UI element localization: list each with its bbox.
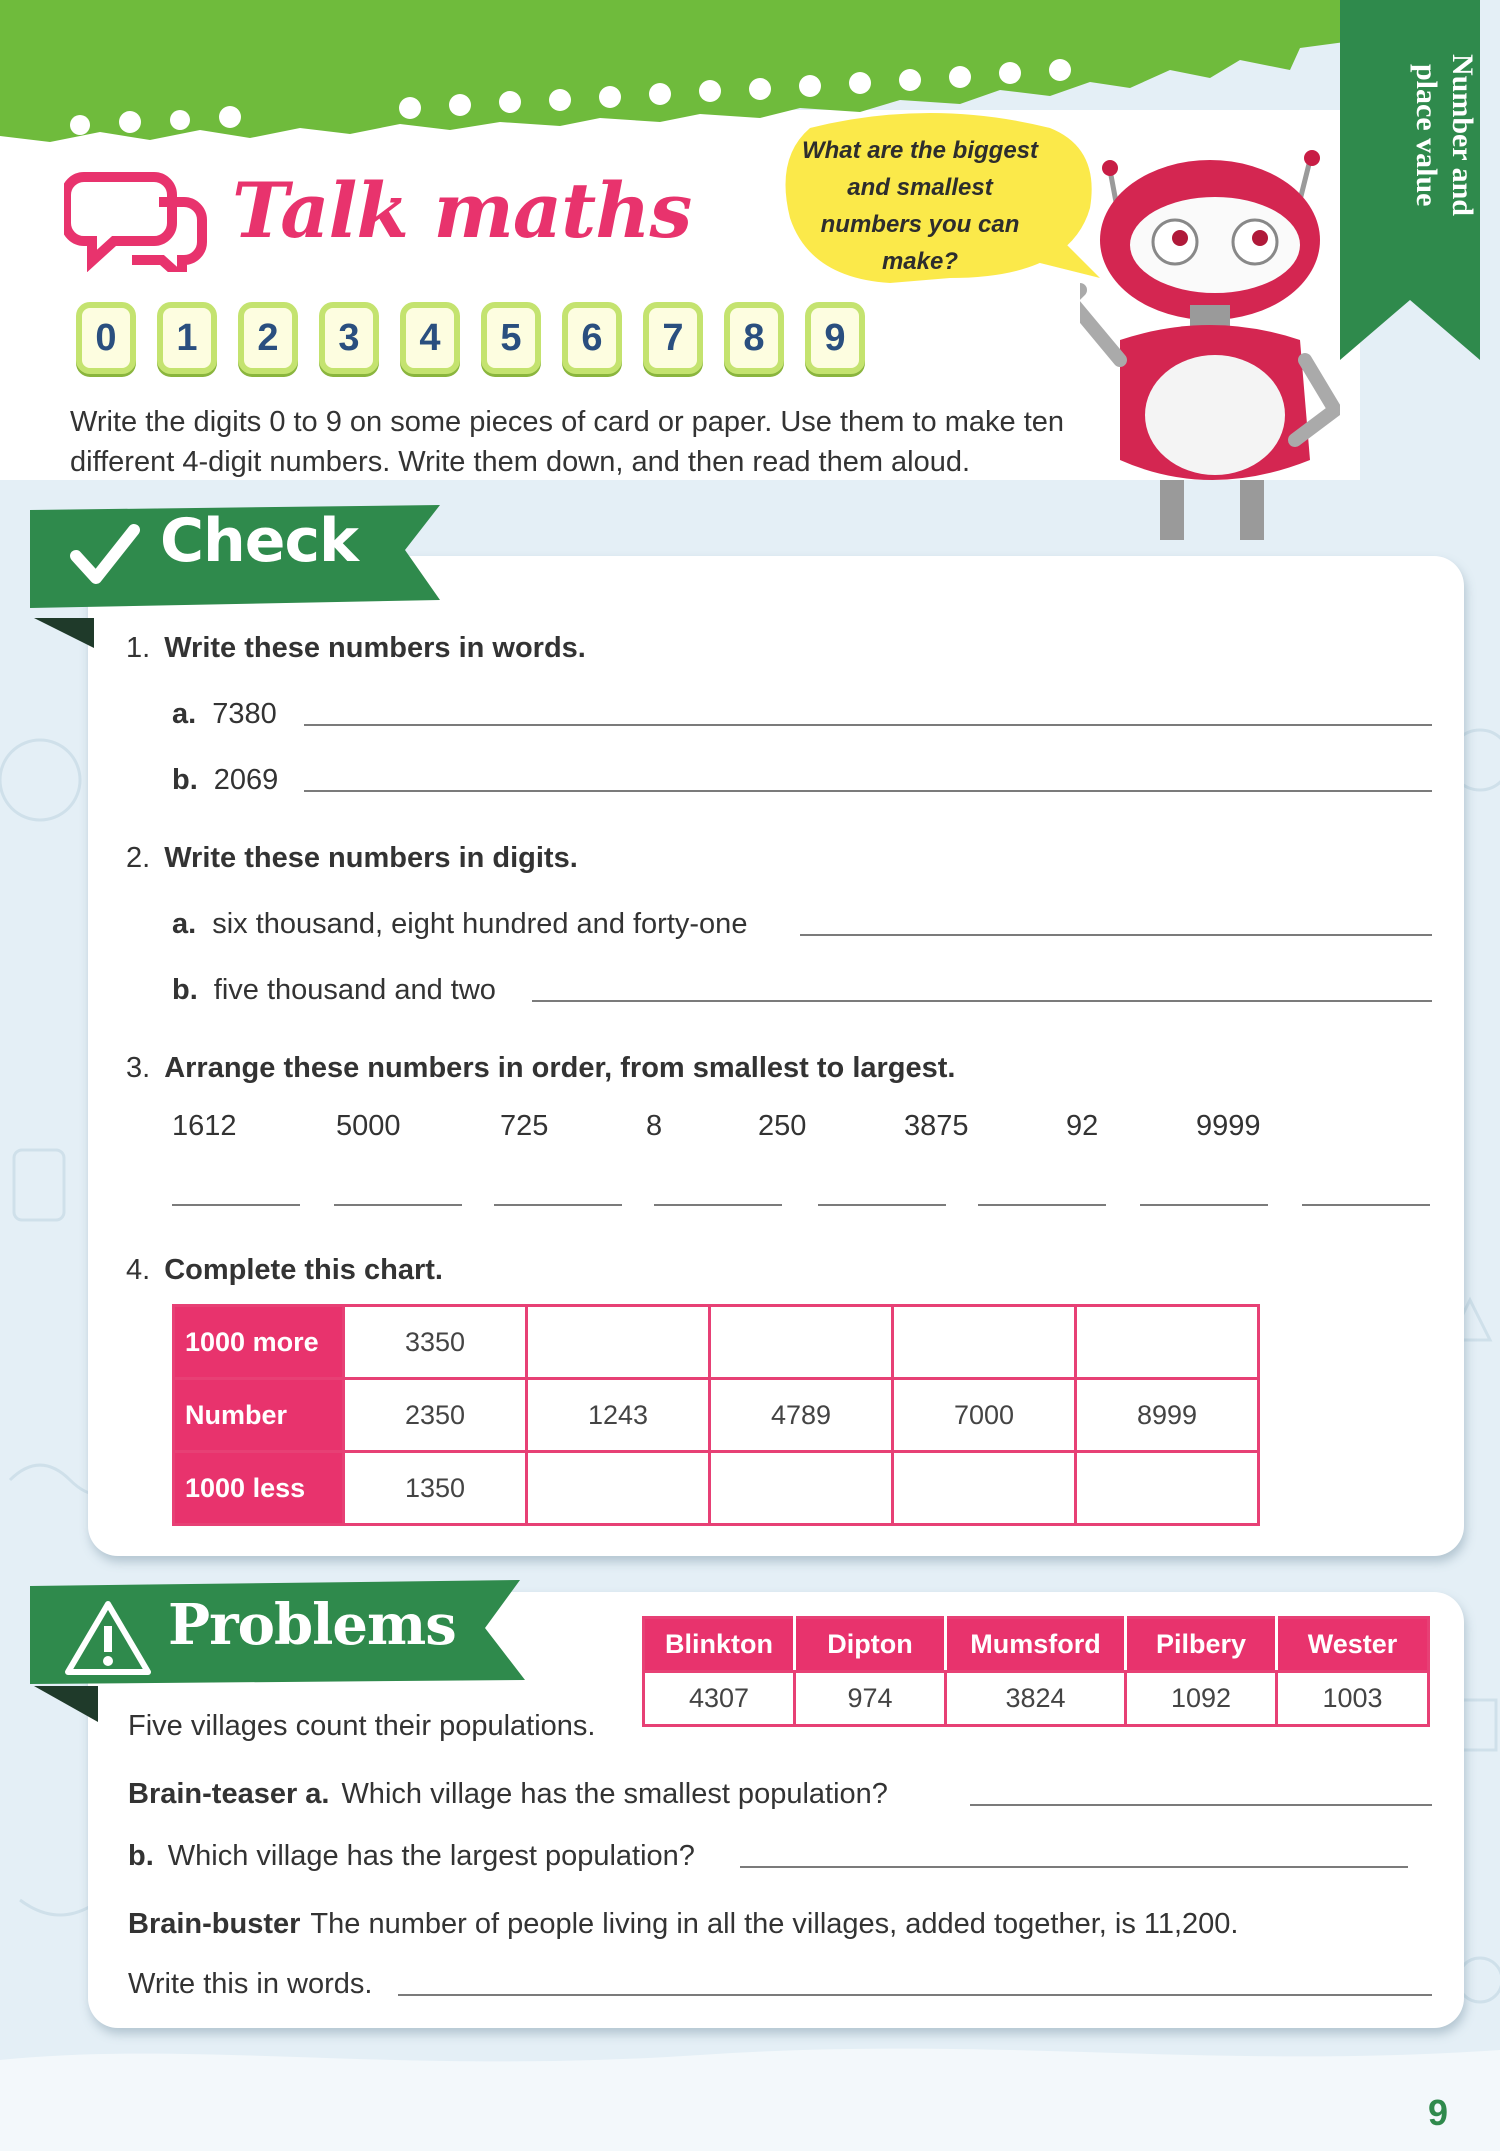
question-number: 3. bbox=[126, 1052, 151, 1084]
table-cell: 7000 bbox=[893, 1379, 1076, 1452]
problems-corner bbox=[34, 1686, 98, 1722]
place-value-chart bbox=[172, 1304, 1260, 1526]
answer-line[interactable] bbox=[970, 1804, 1432, 1806]
table-cell: 974 bbox=[795, 1672, 946, 1726]
brain-buster-label: Brain-buster bbox=[128, 1908, 301, 1940]
table-cell: 1350 bbox=[344, 1452, 527, 1525]
question-text: Write these numbers in digits. bbox=[164, 842, 578, 874]
table-row bbox=[644, 1672, 1429, 1726]
table-cell-blank[interactable] bbox=[527, 1306, 710, 1379]
question-number: 4. bbox=[126, 1254, 151, 1286]
talk-maths-instruction: Write the digits 0 to 9 on some pieces of card or paper. Use them to make ten different 4-digit numbers. Write them down, and then read them aloud. bbox=[70, 406, 1065, 478]
top-green-band bbox=[0, 0, 1360, 150]
column-header: Wester bbox=[1277, 1618, 1429, 1672]
number-item: 1612 bbox=[172, 1110, 237, 1142]
question-text: Arrange these numbers in order, from smallest to largest. bbox=[164, 1052, 956, 1084]
order-answer-line[interactable] bbox=[1302, 1204, 1430, 1206]
answer-line[interactable] bbox=[398, 1994, 1432, 1996]
number-item: 9999 bbox=[1196, 1110, 1261, 1142]
table-cell: 8999 bbox=[1076, 1379, 1259, 1452]
column-header: Pilbery bbox=[1126, 1618, 1277, 1672]
answer-line[interactable] bbox=[304, 790, 1432, 792]
table-cell: 4789 bbox=[710, 1379, 893, 1452]
question-number: 1. bbox=[126, 632, 151, 664]
brain-buster: Brain-buster The number of people living in all the villages, added together, is 11,200. bbox=[128, 1908, 1239, 1940]
row-header: 1000 less bbox=[174, 1452, 344, 1525]
question-number: 2. bbox=[126, 842, 151, 874]
digit-tile: 0 bbox=[76, 302, 136, 374]
table-cell: 2350 bbox=[344, 1379, 527, 1452]
answer-line[interactable] bbox=[532, 1000, 1432, 1002]
table-cell: 3824 bbox=[946, 1672, 1126, 1726]
question-2a: a. six thousand, eight hundred and forty-one bbox=[172, 908, 748, 940]
talk-maths-title: Talk maths bbox=[232, 166, 692, 255]
speech-bubble-text: What are the biggest and smallest numbers you can make? bbox=[801, 137, 1039, 275]
brain-buster-prompt: Write this in words. bbox=[128, 1968, 373, 2000]
number-item: 725 bbox=[500, 1110, 549, 1142]
question-text: Complete this chart. bbox=[164, 1254, 443, 1286]
problems-intro: Five villages count their populations. bbox=[128, 1710, 596, 1742]
question-1a: a. 7380 bbox=[172, 698, 277, 730]
order-answer-line[interactable] bbox=[172, 1204, 300, 1206]
digit-tile: 9 bbox=[805, 302, 865, 374]
question-4 bbox=[126, 1254, 443, 1287]
table-cell-blank[interactable] bbox=[893, 1452, 1076, 1525]
order-answer-line[interactable] bbox=[334, 1204, 462, 1206]
table-cell-blank[interactable] bbox=[1076, 1452, 1259, 1525]
digit-tile: 8 bbox=[724, 302, 784, 374]
order-answer-line[interactable] bbox=[818, 1204, 946, 1206]
number-item: 250 bbox=[758, 1110, 807, 1142]
row-header: 1000 more bbox=[174, 1306, 344, 1379]
robot-mascot bbox=[1080, 140, 1340, 560]
digit-tile: 6 bbox=[562, 302, 622, 374]
question-3 bbox=[126, 1052, 955, 1085]
order-answer-line[interactable] bbox=[654, 1204, 782, 1206]
digit-tile: 1 bbox=[157, 302, 217, 374]
table-cell-blank[interactable] bbox=[527, 1452, 710, 1525]
answer-line[interactable] bbox=[800, 934, 1432, 936]
check-title: Check bbox=[160, 506, 358, 576]
answer-line[interactable] bbox=[740, 1866, 1408, 1868]
number-item: 3875 bbox=[904, 1110, 969, 1142]
table-row bbox=[174, 1379, 1259, 1452]
brain-teaser-a: Brain-teaser a. Which village has the smallest population? bbox=[128, 1778, 888, 1810]
table-cell: 3350 bbox=[344, 1306, 527, 1379]
number-item: 8 bbox=[646, 1110, 663, 1142]
number-item: 92 bbox=[1066, 1110, 1099, 1142]
column-header: Dipton bbox=[795, 1618, 946, 1672]
problems-title: Problems bbox=[168, 1592, 456, 1658]
answer-line[interactable] bbox=[304, 724, 1432, 726]
table-cell: 1243 bbox=[527, 1379, 710, 1452]
number-item: 5000 bbox=[336, 1110, 401, 1142]
question-2 bbox=[126, 842, 578, 875]
table-header-row bbox=[644, 1618, 1429, 1672]
page-number: 9 bbox=[1428, 2092, 1449, 2133]
question-1 bbox=[126, 632, 586, 665]
digit-tile: 7 bbox=[643, 302, 703, 374]
brain-teaser-b: b. Which village has the largest population? bbox=[128, 1840, 695, 1872]
order-answer-line[interactable] bbox=[1140, 1204, 1268, 1206]
digit-tile: 5 bbox=[481, 302, 541, 374]
numbers-to-order bbox=[172, 1110, 1272, 1150]
table-cell-blank[interactable] bbox=[710, 1306, 893, 1379]
table-cell: 1003 bbox=[1277, 1672, 1429, 1726]
digit-tile: 3 bbox=[319, 302, 379, 374]
village-population-table bbox=[642, 1616, 1430, 1727]
row-header: Number bbox=[174, 1379, 344, 1452]
column-header: Mumsford bbox=[946, 1618, 1126, 1672]
warning-icon bbox=[62, 1598, 154, 1678]
column-header: Blinkton bbox=[644, 1618, 795, 1672]
check-mark-icon bbox=[70, 520, 140, 590]
check-corner bbox=[34, 618, 94, 648]
table-cell: 4307 bbox=[644, 1672, 795, 1726]
table-cell-blank[interactable] bbox=[1076, 1306, 1259, 1379]
brain-teaser-label: Brain-teaser bbox=[128, 1778, 298, 1810]
section-tab-label: Number and place value bbox=[1410, 54, 1479, 216]
order-answer-line[interactable] bbox=[494, 1204, 622, 1206]
table-cell-blank[interactable] bbox=[710, 1452, 893, 1525]
speech-bubbles-icon bbox=[64, 162, 214, 272]
question-1b: b. 2069 bbox=[172, 764, 279, 796]
table-cell-blank[interactable] bbox=[893, 1306, 1076, 1379]
table-cell: 1092 bbox=[1126, 1672, 1277, 1726]
question-text: Write these numbers in words. bbox=[164, 632, 586, 664]
digit-tiles bbox=[76, 302, 865, 374]
digit-tile: 4 bbox=[400, 302, 460, 374]
digit-tile: 2 bbox=[238, 302, 298, 374]
order-answer-line[interactable] bbox=[978, 1204, 1106, 1206]
question-2b: b. five thousand and two bbox=[172, 974, 496, 1006]
table-row bbox=[174, 1306, 1259, 1379]
table-row bbox=[174, 1452, 1259, 1525]
